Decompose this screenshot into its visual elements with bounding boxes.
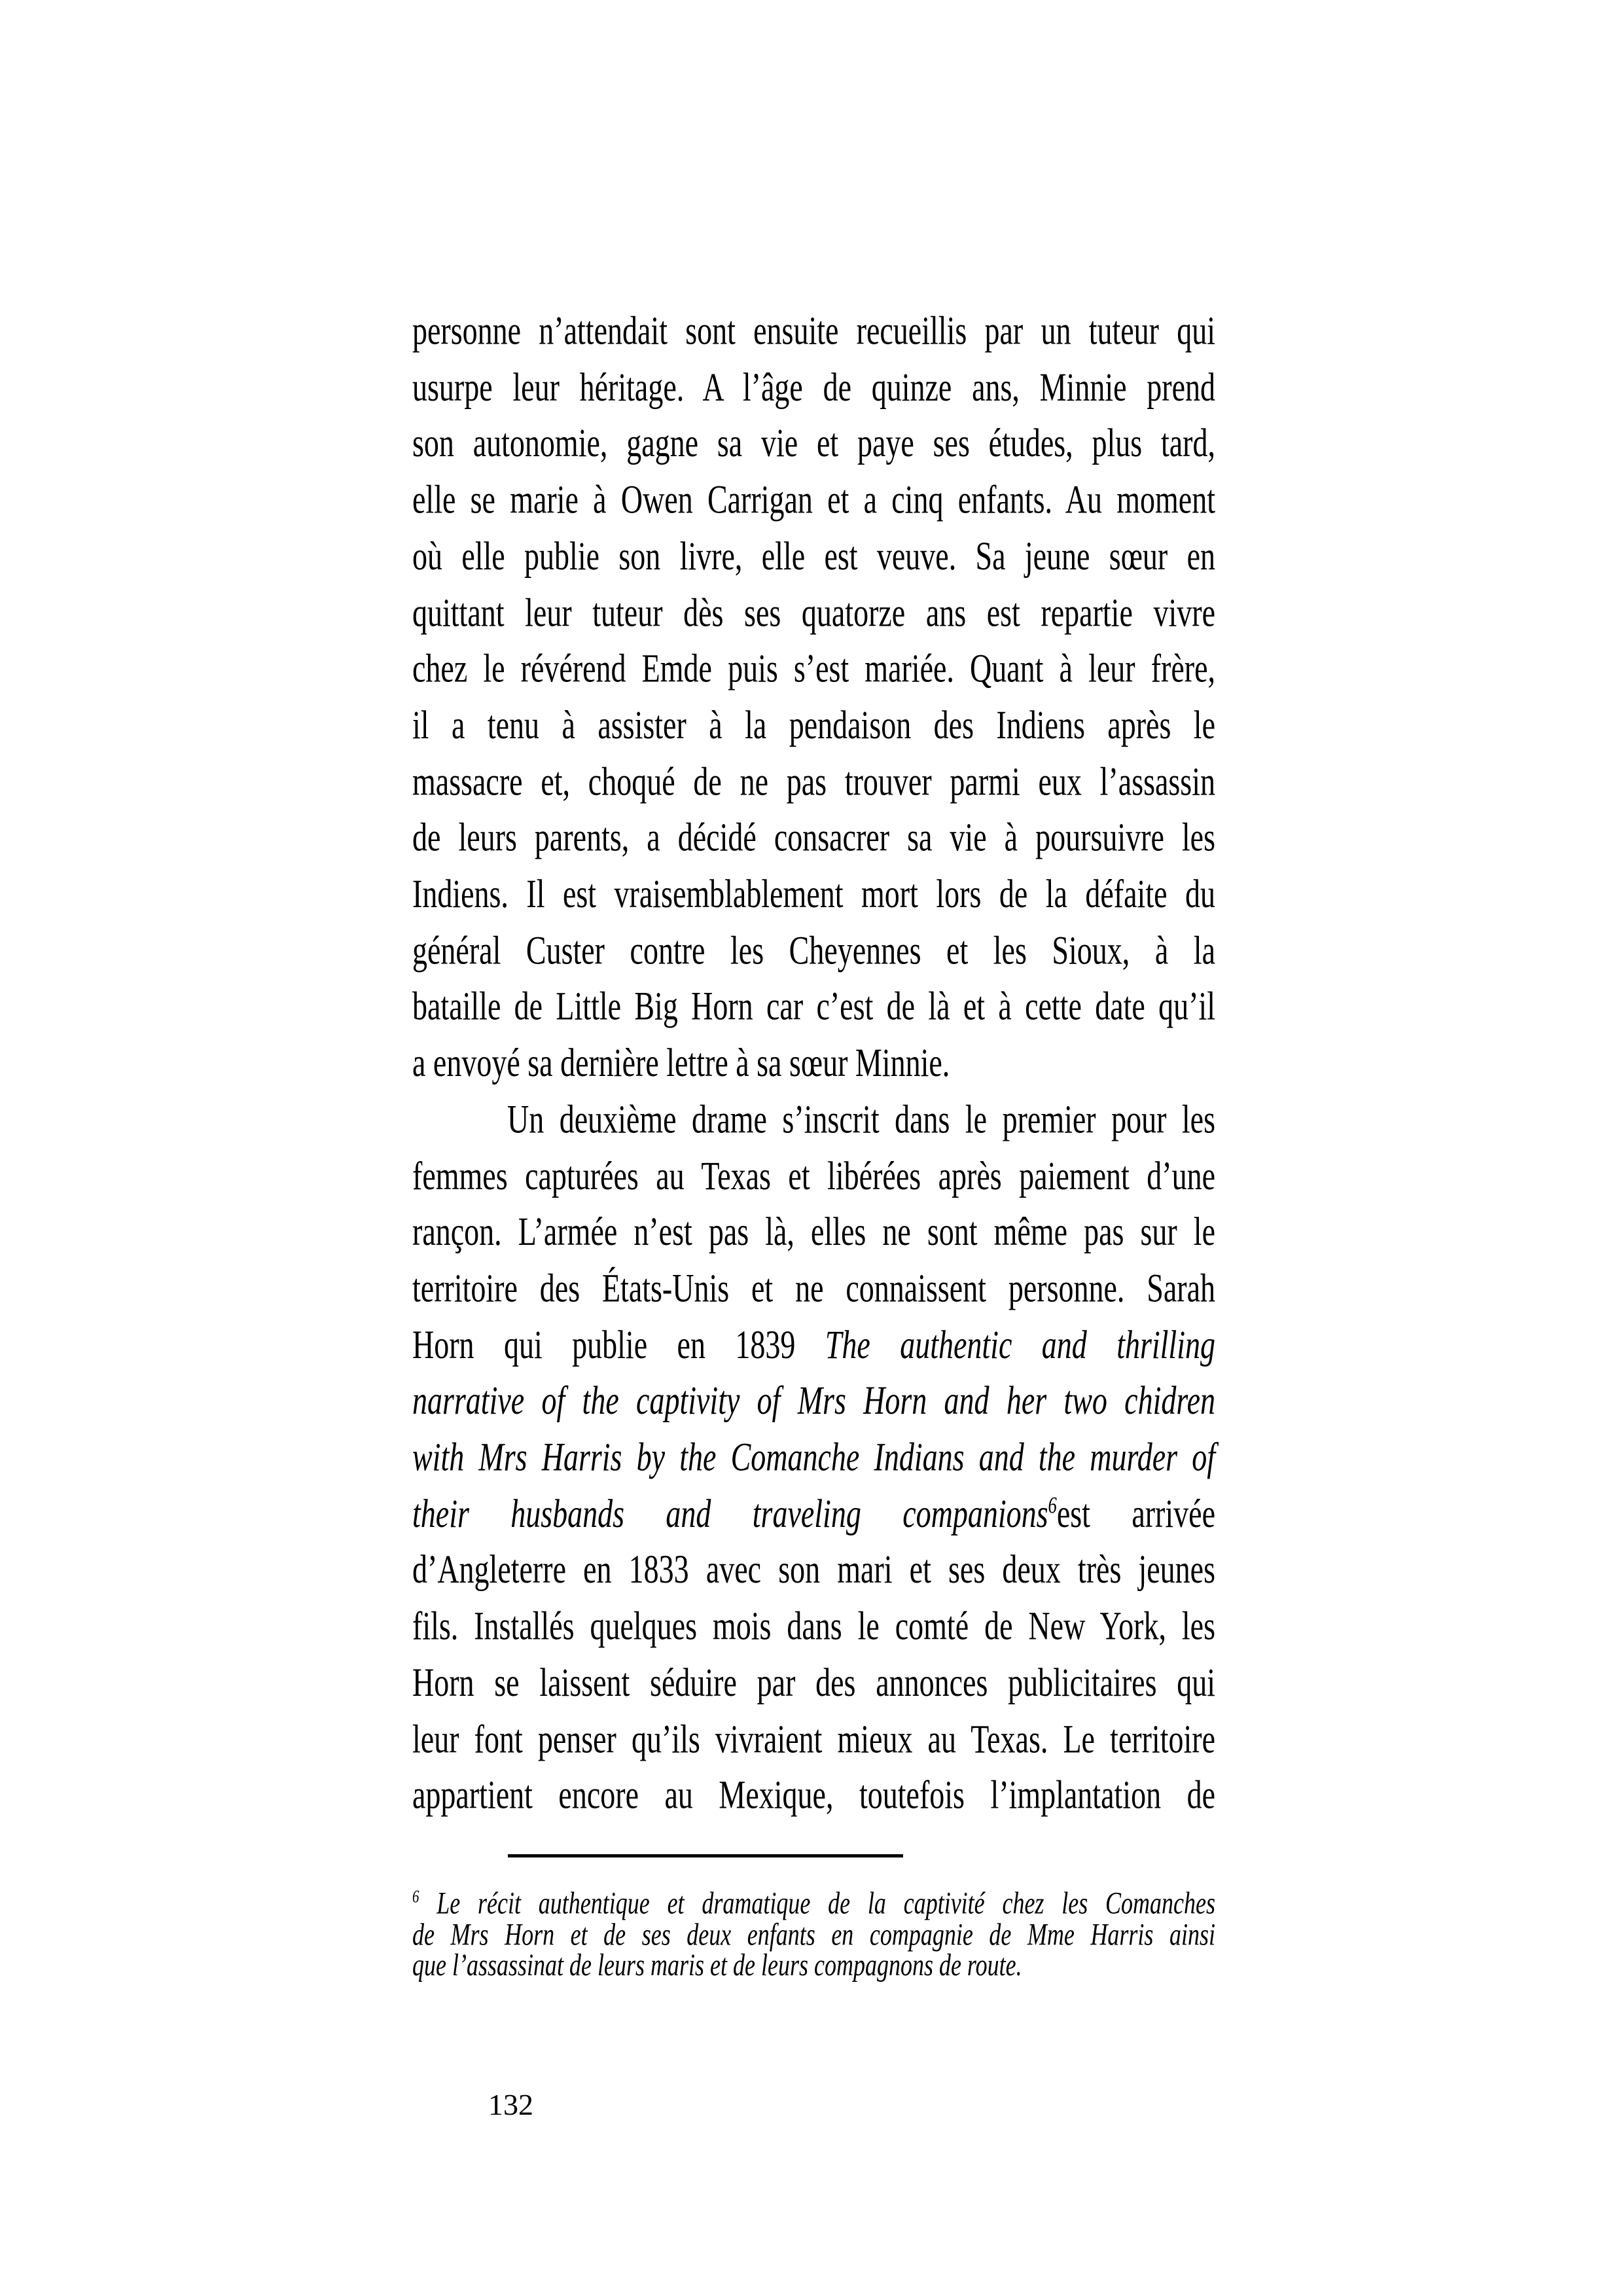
text-segment: bataille de Little Big Horn car c’est de là et à cette date qu’il	[412, 984, 1215, 1029]
body-line	[412, 1261, 1215, 1317]
footnote-line	[412, 1916, 1215, 1952]
text-segment: massacre et, choqué de ne pas trouver parmi eux l’assassin	[412, 759, 1215, 804]
text-segment: Le récit authentique et dramatique de la captivité chez les Comanches	[419, 1886, 1215, 1921]
text-segment: femmes capturées au Texas et libérées après paiement d’une	[412, 1153, 1215, 1198]
body-line	[412, 1711, 1215, 1767]
body-line	[412, 359, 1215, 416]
footnote-reference: 6	[1048, 1492, 1057, 1518]
footnote-separator-rule	[508, 1854, 903, 1857]
body-line	[412, 1317, 1215, 1373]
body-line	[412, 641, 1215, 697]
body-line	[412, 1092, 1215, 1148]
text-segment: territoire des États-Unis et ne connaissent personne. Sarah	[412, 1265, 1215, 1310]
text-segment: où elle publie son livre, elle est veuve. Sa jeune sœur en	[412, 533, 1215, 579]
body-line	[412, 1204, 1215, 1261]
body-line	[412, 1486, 1215, 1542]
text-segment: est arrivée	[1056, 1491, 1215, 1535]
body-line	[412, 979, 1215, 1035]
body-line	[412, 528, 1215, 584]
body-line	[412, 1598, 1215, 1655]
text-segment: quittant leur tuteur dès ses quatorze ans est repartie vivre	[412, 590, 1215, 635]
body-line	[412, 1373, 1215, 1429]
body-line	[412, 1148, 1215, 1204]
text-segment: chez le révérend Emde puis s’est mariée. Quant à leur frère,	[412, 646, 1215, 691]
body-line	[412, 810, 1215, 866]
text-segment: personne n’attendait sont ensuite recueillis par un tuteur qui	[412, 308, 1215, 353]
text-segment: The authentic and thrilling	[825, 1321, 1215, 1367]
text-segment: usurpe leur héritage. A l’âge de quinze ans, Minnie prend	[412, 365, 1215, 409]
body-line	[412, 1655, 1215, 1711]
body-line	[412, 416, 1215, 472]
text-segment: narrative of the captivity of Mrs Horn and her two chidren	[412, 1378, 1215, 1423]
body-line	[412, 1542, 1215, 1598]
body-line	[412, 1035, 1215, 1092]
body-line	[412, 697, 1215, 753]
text-segment: de leurs parents, a décidé consacrer sa vie à poursuivre les	[412, 815, 1215, 860]
text-segment: with Mrs Harris by the Comanche Indians and the murder of	[412, 1435, 1215, 1479]
footnote-line	[412, 1947, 1215, 1983]
text-segment: a envoyé sa dernière lettre à sa sœur Minnie.	[412, 1040, 950, 1085]
text-segment: appartient encore au Mexique, toutefois l’implantation de	[412, 1772, 1215, 1818]
body-line	[412, 753, 1215, 810]
body-line	[412, 1767, 1215, 1823]
text-segment: Horn se laissent séduire par des annonces publicitaires qui	[412, 1660, 1215, 1705]
footnote-line	[412, 1888, 1215, 1919]
text-segment: elle se marie à Owen Carrigan et a cinq enfants. Au moment	[412, 477, 1215, 522]
body-line	[412, 472, 1215, 528]
text-segment: général Custer contre les Cheyennes et les Sioux, à la	[412, 927, 1215, 973]
text-segment: rançon. L’armée n’est pas là, elles ne sont même pas sur le	[412, 1209, 1215, 1254]
text-segment: Horn qui publie en 1839	[412, 1321, 825, 1367]
body-line	[412, 923, 1215, 979]
footnote-reference: 6	[412, 1886, 419, 1907]
text-segment: il a tenu à assister à la pendaison des Indiens après le	[412, 702, 1215, 747]
body-line	[412, 867, 1215, 923]
text-segment: d’Angleterre en 1833 avec son mari et ses deux très jeunes	[412, 1547, 1215, 1592]
body-line	[412, 303, 1215, 359]
body-text	[412, 303, 1215, 1823]
text-segment: son autonomie, gagne sa vie et paye ses études, plus tard,	[412, 421, 1215, 465]
text-segment: de Mrs Horn et de ses deux enfants en compagnie de Mme Harris ainsi	[412, 1916, 1215, 1952]
text-segment: Indiens. Il est vraisemblablement mort lors de la défaite du	[412, 871, 1215, 916]
text-segment: que l’assassinat de leurs maris et de leurs compagnons de route.	[412, 1947, 1022, 1983]
footnote-text	[412, 1888, 1215, 1981]
text-segment: leur font penser qu’ils vivraient mieux au Texas. Le territoire	[412, 1716, 1215, 1761]
text-segment: fils. Installés quelques mois dans le comté de New York, les	[412, 1604, 1215, 1649]
page-number: 132	[488, 2088, 533, 2121]
body-line	[412, 1429, 1215, 1486]
text-segment: Un deuxième drame s’inscrit dans le premier pour les	[507, 1096, 1215, 1141]
body-line	[412, 584, 1215, 641]
text-segment: their husbands and traveling companions	[412, 1491, 1048, 1535]
